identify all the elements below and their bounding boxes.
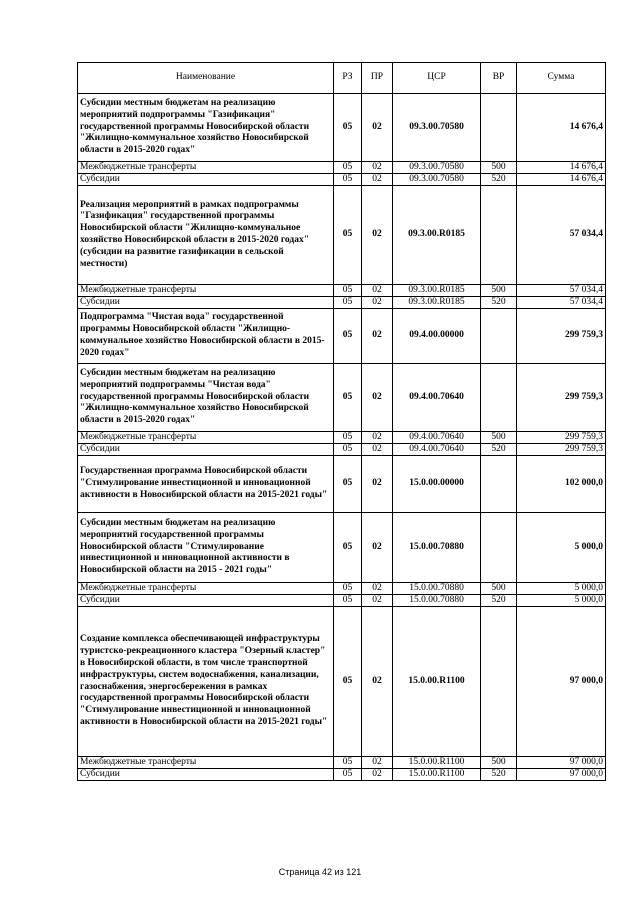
- row-rz: 05: [334, 285, 362, 297]
- row-name: Государственная программа Новосибирской области "Стимулирование инвестиционной и инновационной активности в Новосибирской области на 2015-2021 годы": [78, 456, 334, 513]
- row-csr: 09.3.00.R0185: [393, 285, 481, 297]
- row-name: Создание комплекса обеспечивающей инфраструктуры туристско-рекреационного кластера "Озерный кластер" в Новосибирской области, в том числе транспортной инфраструктуры, систем водоснабжения, канализации, газоснабжения, энергосбережения в рамках государственной программы Новосибирской области "Стимулирование инвестиционной и инновационной активности в Новосибирской области на 2015-2021 годы": [78, 607, 334, 757]
- row-csr: 15.0.00.R1100: [393, 757, 481, 769]
- header-name: Наименование: [78, 63, 334, 94]
- table-row: [78, 432, 606, 444]
- table-row: [78, 186, 606, 285]
- row-csr: 09.3.00.70580: [393, 94, 481, 162]
- row-pr: 02: [362, 186, 393, 285]
- row-pr: 02: [362, 595, 393, 607]
- row-vr: 500: [481, 432, 517, 444]
- row-pr: 02: [362, 297, 393, 309]
- row-csr: 15.0.00.70880: [393, 513, 481, 583]
- row-rz: 05: [334, 297, 362, 309]
- row-pr: 02: [362, 769, 393, 781]
- row-rz: 05: [334, 186, 362, 285]
- row-name: Субсидии: [78, 769, 334, 781]
- row-name: Субсидии местным бюджетам на реализацию мероприятий подпрограммы "Чистая вода" государственной программы Новосибирской области "Жилищно-коммунальное хозяйство Новосибирской области в 2015-2020 годах": [78, 364, 334, 432]
- row-csr: 09.3.00.70580: [393, 162, 481, 174]
- row-pr: 02: [362, 309, 393, 364]
- row-name: Межбюджетные трансферты: [78, 757, 334, 769]
- row-vr: [481, 309, 517, 364]
- row-sum: 14 676,4: [517, 174, 606, 186]
- header-csr: ЦСР: [393, 63, 481, 94]
- row-sum: 299 759,3: [517, 309, 606, 364]
- row-sum: 97 000,0: [517, 757, 606, 769]
- page-footer: Страница 42 из 121: [278, 867, 362, 877]
- row-sum: 97 000,0: [517, 607, 606, 757]
- row-csr: 15.0.00.R1100: [393, 607, 481, 757]
- row-csr: 09.3.00.R0185: [393, 297, 481, 309]
- row-pr: 02: [362, 757, 393, 769]
- row-sum: 97 000,0: [517, 769, 606, 781]
- row-rz: 05: [334, 162, 362, 174]
- table-row: [78, 607, 606, 757]
- row-csr: 09.4.00.70640: [393, 444, 481, 456]
- row-csr: 15.0.00.00000: [393, 456, 481, 513]
- row-rz: 05: [334, 757, 362, 769]
- row-csr: 09.4.00.00000: [393, 309, 481, 364]
- row-pr: 02: [362, 432, 393, 444]
- row-vr: 500: [481, 285, 517, 297]
- row-rz: 05: [334, 583, 362, 595]
- row-name: Субсидии местным бюджетам на реализацию мероприятий подпрограммы "Газификация" государственной программы Новосибирской области "Жилищно-коммунальное хозяйство Новосибирской области в 2015-2020 годах": [78, 94, 334, 162]
- table-row: [78, 444, 606, 456]
- row-name: Субсидии: [78, 174, 334, 186]
- row-rz: 05: [334, 456, 362, 513]
- row-csr: 15.0.00.R1100: [393, 769, 481, 781]
- row-rz: 05: [334, 513, 362, 583]
- row-pr: 02: [362, 444, 393, 456]
- table-row: [78, 174, 606, 186]
- row-csr: 09.3.00.R0185: [393, 186, 481, 285]
- table-row: [78, 757, 606, 769]
- row-rz: 05: [334, 94, 362, 162]
- row-name: Межбюджетные трансферты: [78, 583, 334, 595]
- row-vr: [481, 607, 517, 757]
- row-sum: 299 759,3: [517, 432, 606, 444]
- row-pr: 02: [362, 174, 393, 186]
- row-sum: 299 759,3: [517, 444, 606, 456]
- table-row: [78, 513, 606, 583]
- row-name: Субсидии: [78, 297, 334, 309]
- row-vr: [481, 94, 517, 162]
- row-pr: 02: [362, 162, 393, 174]
- row-csr: 09.4.00.70640: [393, 364, 481, 432]
- table-row: [78, 583, 606, 595]
- row-sum: 299 759,3: [517, 364, 606, 432]
- row-rz: 05: [334, 607, 362, 757]
- table-row: [78, 595, 606, 607]
- row-csr: 15.0.00.70880: [393, 583, 481, 595]
- row-sum: 5 000,0: [517, 595, 606, 607]
- row-sum: 14 676,4: [517, 94, 606, 162]
- row-rz: 05: [334, 364, 362, 432]
- row-name: Субсидии: [78, 444, 334, 456]
- table-row: [78, 94, 606, 162]
- row-sum: 57 034,4: [517, 297, 606, 309]
- row-vr: 520: [481, 595, 517, 607]
- header-vr: ВР: [481, 63, 517, 94]
- row-name: Межбюджетные трансферты: [78, 432, 334, 444]
- row-pr: 02: [362, 364, 393, 432]
- row-vr: [481, 456, 517, 513]
- row-name: Реализация мероприятий в рамках подпрограммы "Газификация" государственной программы Новосибирской области "Жилищно-коммунальное хозяйство Новосибирской области в 2015-2020 годах" (субсидии на развитие газификации в сельской местности): [78, 186, 334, 285]
- row-vr: [481, 364, 517, 432]
- row-vr: [481, 513, 517, 583]
- row-sum: 57 034,4: [517, 186, 606, 285]
- row-vr: 500: [481, 162, 517, 174]
- row-pr: 02: [362, 285, 393, 297]
- row-sum: 102 000,0: [517, 456, 606, 513]
- row-name: Межбюджетные трансферты: [78, 162, 334, 174]
- table-header-row: [78, 63, 606, 94]
- row-csr: 09.3.00.70580: [393, 174, 481, 186]
- table-row: [78, 364, 606, 432]
- row-vr: [481, 186, 517, 285]
- table-row: [78, 285, 606, 297]
- row-name: Подпрограмма "Чистая вода" государственной программы Новосибирской области "Жилищно-коммунальное хозяйство Новосибирской области в 2015-2020 годах": [78, 309, 334, 364]
- row-rz: 05: [334, 769, 362, 781]
- row-pr: 02: [362, 607, 393, 757]
- row-vr: 520: [481, 297, 517, 309]
- row-vr: 500: [481, 757, 517, 769]
- table-row: [78, 162, 606, 174]
- header-rz: РЗ: [334, 63, 362, 94]
- table-row: [78, 297, 606, 309]
- row-csr: 09.4.00.70640: [393, 432, 481, 444]
- table-row: [78, 309, 606, 364]
- header-pr: ПР: [362, 63, 393, 94]
- row-vr: 520: [481, 174, 517, 186]
- budget-table: [77, 62, 606, 781]
- row-name: Субсидии местным бюджетам на реализацию мероприятий государственной программы Новосибирской области "Стимулирование инвестиционной и инновационной активности в Новосибирской области на 2015 - 2021 годы": [78, 513, 334, 583]
- row-csr: 15.0.00.70880: [393, 595, 481, 607]
- row-name: Субсидии: [78, 595, 334, 607]
- row-pr: 02: [362, 456, 393, 513]
- row-sum: 5 000,0: [517, 583, 606, 595]
- row-pr: 02: [362, 513, 393, 583]
- row-vr: 500: [481, 583, 517, 595]
- table-row: [78, 456, 606, 513]
- row-rz: 05: [334, 432, 362, 444]
- row-sum: 5 000,0: [517, 513, 606, 583]
- row-pr: 02: [362, 583, 393, 595]
- row-vr: 520: [481, 444, 517, 456]
- header-sum: Сумма: [517, 63, 606, 94]
- row-rz: 05: [334, 309, 362, 364]
- row-rz: 05: [334, 444, 362, 456]
- row-name: Межбюджетные трансферты: [78, 285, 334, 297]
- row-rz: 05: [334, 595, 362, 607]
- row-sum: 14 676,4: [517, 162, 606, 174]
- row-sum: 57 034,4: [517, 285, 606, 297]
- row-pr: 02: [362, 94, 393, 162]
- table-row: [78, 769, 606, 781]
- row-rz: 05: [334, 174, 362, 186]
- row-vr: 520: [481, 769, 517, 781]
